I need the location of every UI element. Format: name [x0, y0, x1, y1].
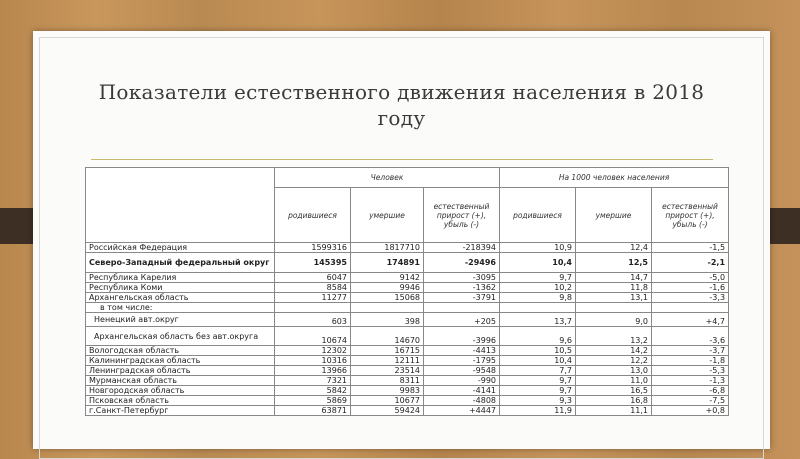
value-cell: 63871 [275, 406, 351, 416]
table-row [86, 303, 729, 313]
value-cell: -1,3 [652, 376, 729, 386]
value-cell: 14,7 [576, 273, 652, 283]
corner-cell [86, 168, 275, 243]
value-cell: 13,7 [500, 313, 576, 327]
value-cell: -4141 [424, 386, 500, 396]
value-cell [275, 303, 351, 313]
value-cell: 11,8 [576, 283, 652, 293]
value-cell [500, 303, 576, 313]
region-name-cell: Архангельская область без авт.округа [86, 327, 275, 346]
value-cell: 12302 [275, 346, 351, 356]
value-cell: 10674 [275, 327, 351, 346]
table-row [86, 243, 729, 253]
value-cell [576, 303, 652, 313]
value-cell: 16715 [351, 346, 424, 356]
value-cell: +4447 [424, 406, 500, 416]
value-cell: 16,5 [576, 386, 652, 396]
value-cell: 1599316 [275, 243, 351, 253]
region-name-cell: Архангельская область [86, 293, 275, 303]
value-cell: +0,8 [652, 406, 729, 416]
table-row [86, 376, 729, 386]
region-name-cell: Новгородская область [86, 386, 275, 396]
value-cell: 10,4 [500, 253, 576, 273]
value-cell: -3,6 [652, 327, 729, 346]
value-cell: -1795 [424, 356, 500, 366]
value-cell: 10,4 [500, 356, 576, 366]
value-cell: -3,3 [652, 293, 729, 303]
value-cell [351, 303, 424, 313]
col-header: естественный прирост (+), убыль (-) [424, 188, 500, 243]
value-cell [652, 303, 729, 313]
table-row [86, 386, 729, 396]
value-cell: 11,1 [576, 406, 652, 416]
value-cell: 9,3 [500, 396, 576, 406]
value-cell: 13,0 [576, 366, 652, 376]
value-cell: -1,8 [652, 356, 729, 366]
col-header: естественный прирост (+), убыль (-) [652, 188, 729, 243]
value-cell: -3095 [424, 273, 500, 283]
value-cell: 7321 [275, 376, 351, 386]
value-cell: -2,1 [652, 253, 729, 273]
value-cell: -1,5 [652, 243, 729, 253]
value-cell: +205 [424, 313, 500, 327]
region-name-cell: Республика Карелия [86, 273, 275, 283]
value-cell: 13966 [275, 366, 351, 376]
value-cell: 9142 [351, 273, 424, 283]
table-row [86, 253, 729, 273]
value-cell: 15068 [351, 293, 424, 303]
value-cell: 12,5 [576, 253, 652, 273]
value-cell: -1,6 [652, 283, 729, 293]
value-cell: 9983 [351, 386, 424, 396]
value-cell: 14670 [351, 327, 424, 346]
region-name-cell: Ненецкий авт.округ [86, 313, 275, 327]
value-cell: 12,2 [576, 356, 652, 366]
value-cell: 5842 [275, 386, 351, 396]
population-table [85, 167, 729, 416]
value-cell: -3996 [424, 327, 500, 346]
value-cell: 13,2 [576, 327, 652, 346]
value-cell: 59424 [351, 406, 424, 416]
value-cell: -5,3 [652, 366, 729, 376]
value-cell: 8311 [351, 376, 424, 386]
value-cell: 9,8 [500, 293, 576, 303]
value-cell: 174891 [351, 253, 424, 273]
region-name-cell: Ленинградская область [86, 366, 275, 376]
table-row [86, 356, 729, 366]
region-name-cell: Российская Федерация [86, 243, 275, 253]
title-divider [91, 159, 713, 160]
value-cell: -1362 [424, 283, 500, 293]
value-cell: -3791 [424, 293, 500, 303]
table-row [86, 313, 729, 327]
value-cell: -9548 [424, 366, 500, 376]
value-cell: 10677 [351, 396, 424, 406]
col-header: умершие [576, 188, 652, 243]
value-cell: 1817710 [351, 243, 424, 253]
value-cell: 11,9 [500, 406, 576, 416]
value-cell: -7,5 [652, 396, 729, 406]
group-header-persons: Человек [275, 168, 500, 188]
value-cell: 8584 [275, 283, 351, 293]
table-row [86, 346, 729, 356]
value-cell: -6,8 [652, 386, 729, 396]
value-cell: -218394 [424, 243, 500, 253]
col-header: родившиеся [275, 188, 351, 243]
region-name-cell: Северо-Западный федеральный округ [86, 253, 275, 273]
region-name-cell: в том числе: [86, 303, 275, 313]
value-cell: 9,7 [500, 386, 576, 396]
col-header: родившиеся [500, 188, 576, 243]
group-header-per-1000: На 1000 человек населения [500, 168, 729, 188]
slide-title: Показатели естественного движения населения в 2018 году [98, 80, 705, 130]
table-row [86, 366, 729, 376]
value-cell: -29496 [424, 253, 500, 273]
value-cell: 10,5 [500, 346, 576, 356]
value-cell: +4,7 [652, 313, 729, 327]
value-cell: -990 [424, 376, 500, 386]
value-cell: 9,6 [500, 327, 576, 346]
value-cell: 9,0 [576, 313, 652, 327]
value-cell: 11277 [275, 293, 351, 303]
value-cell: 398 [351, 313, 424, 327]
value-cell: 23514 [351, 366, 424, 376]
region-name-cell: Калининградская область [86, 356, 275, 366]
value-cell: 12111 [351, 356, 424, 366]
value-cell [424, 303, 500, 313]
table-row [86, 406, 729, 416]
table-row [86, 396, 729, 406]
value-cell: 16,8 [576, 396, 652, 406]
region-name-cell: Вологодская область [86, 346, 275, 356]
table-row [86, 273, 729, 283]
table-row [86, 283, 729, 293]
value-cell: 13,1 [576, 293, 652, 303]
col-header: умершие [351, 188, 424, 243]
value-cell: -5,0 [652, 273, 729, 283]
table-row [86, 293, 729, 303]
table-body [86, 243, 729, 416]
value-cell: 10,2 [500, 283, 576, 293]
value-cell: -4413 [424, 346, 500, 356]
value-cell: -3,7 [652, 346, 729, 356]
region-name-cell: Псковская область [86, 396, 275, 406]
value-cell: 7,7 [500, 366, 576, 376]
value-cell: 5869 [275, 396, 351, 406]
value-cell: 603 [275, 313, 351, 327]
value-cell: 10316 [275, 356, 351, 366]
value-cell: 9946 [351, 283, 424, 293]
table-row [86, 327, 729, 346]
value-cell: 6047 [275, 273, 351, 283]
value-cell: 9,7 [500, 376, 576, 386]
value-cell: -4808 [424, 396, 500, 406]
value-cell: 9,7 [500, 273, 576, 283]
slide [33, 31, 770, 449]
value-cell: 145395 [275, 253, 351, 273]
region-name-cell: Республика Коми [86, 283, 275, 293]
region-name-cell: г.Санкт-Петербург [86, 406, 275, 416]
value-cell: 11,0 [576, 376, 652, 386]
value-cell: 12,4 [576, 243, 652, 253]
region-name-cell: Мурманская область [86, 376, 275, 386]
value-cell: 10,9 [500, 243, 576, 253]
value-cell: 14,2 [576, 346, 652, 356]
